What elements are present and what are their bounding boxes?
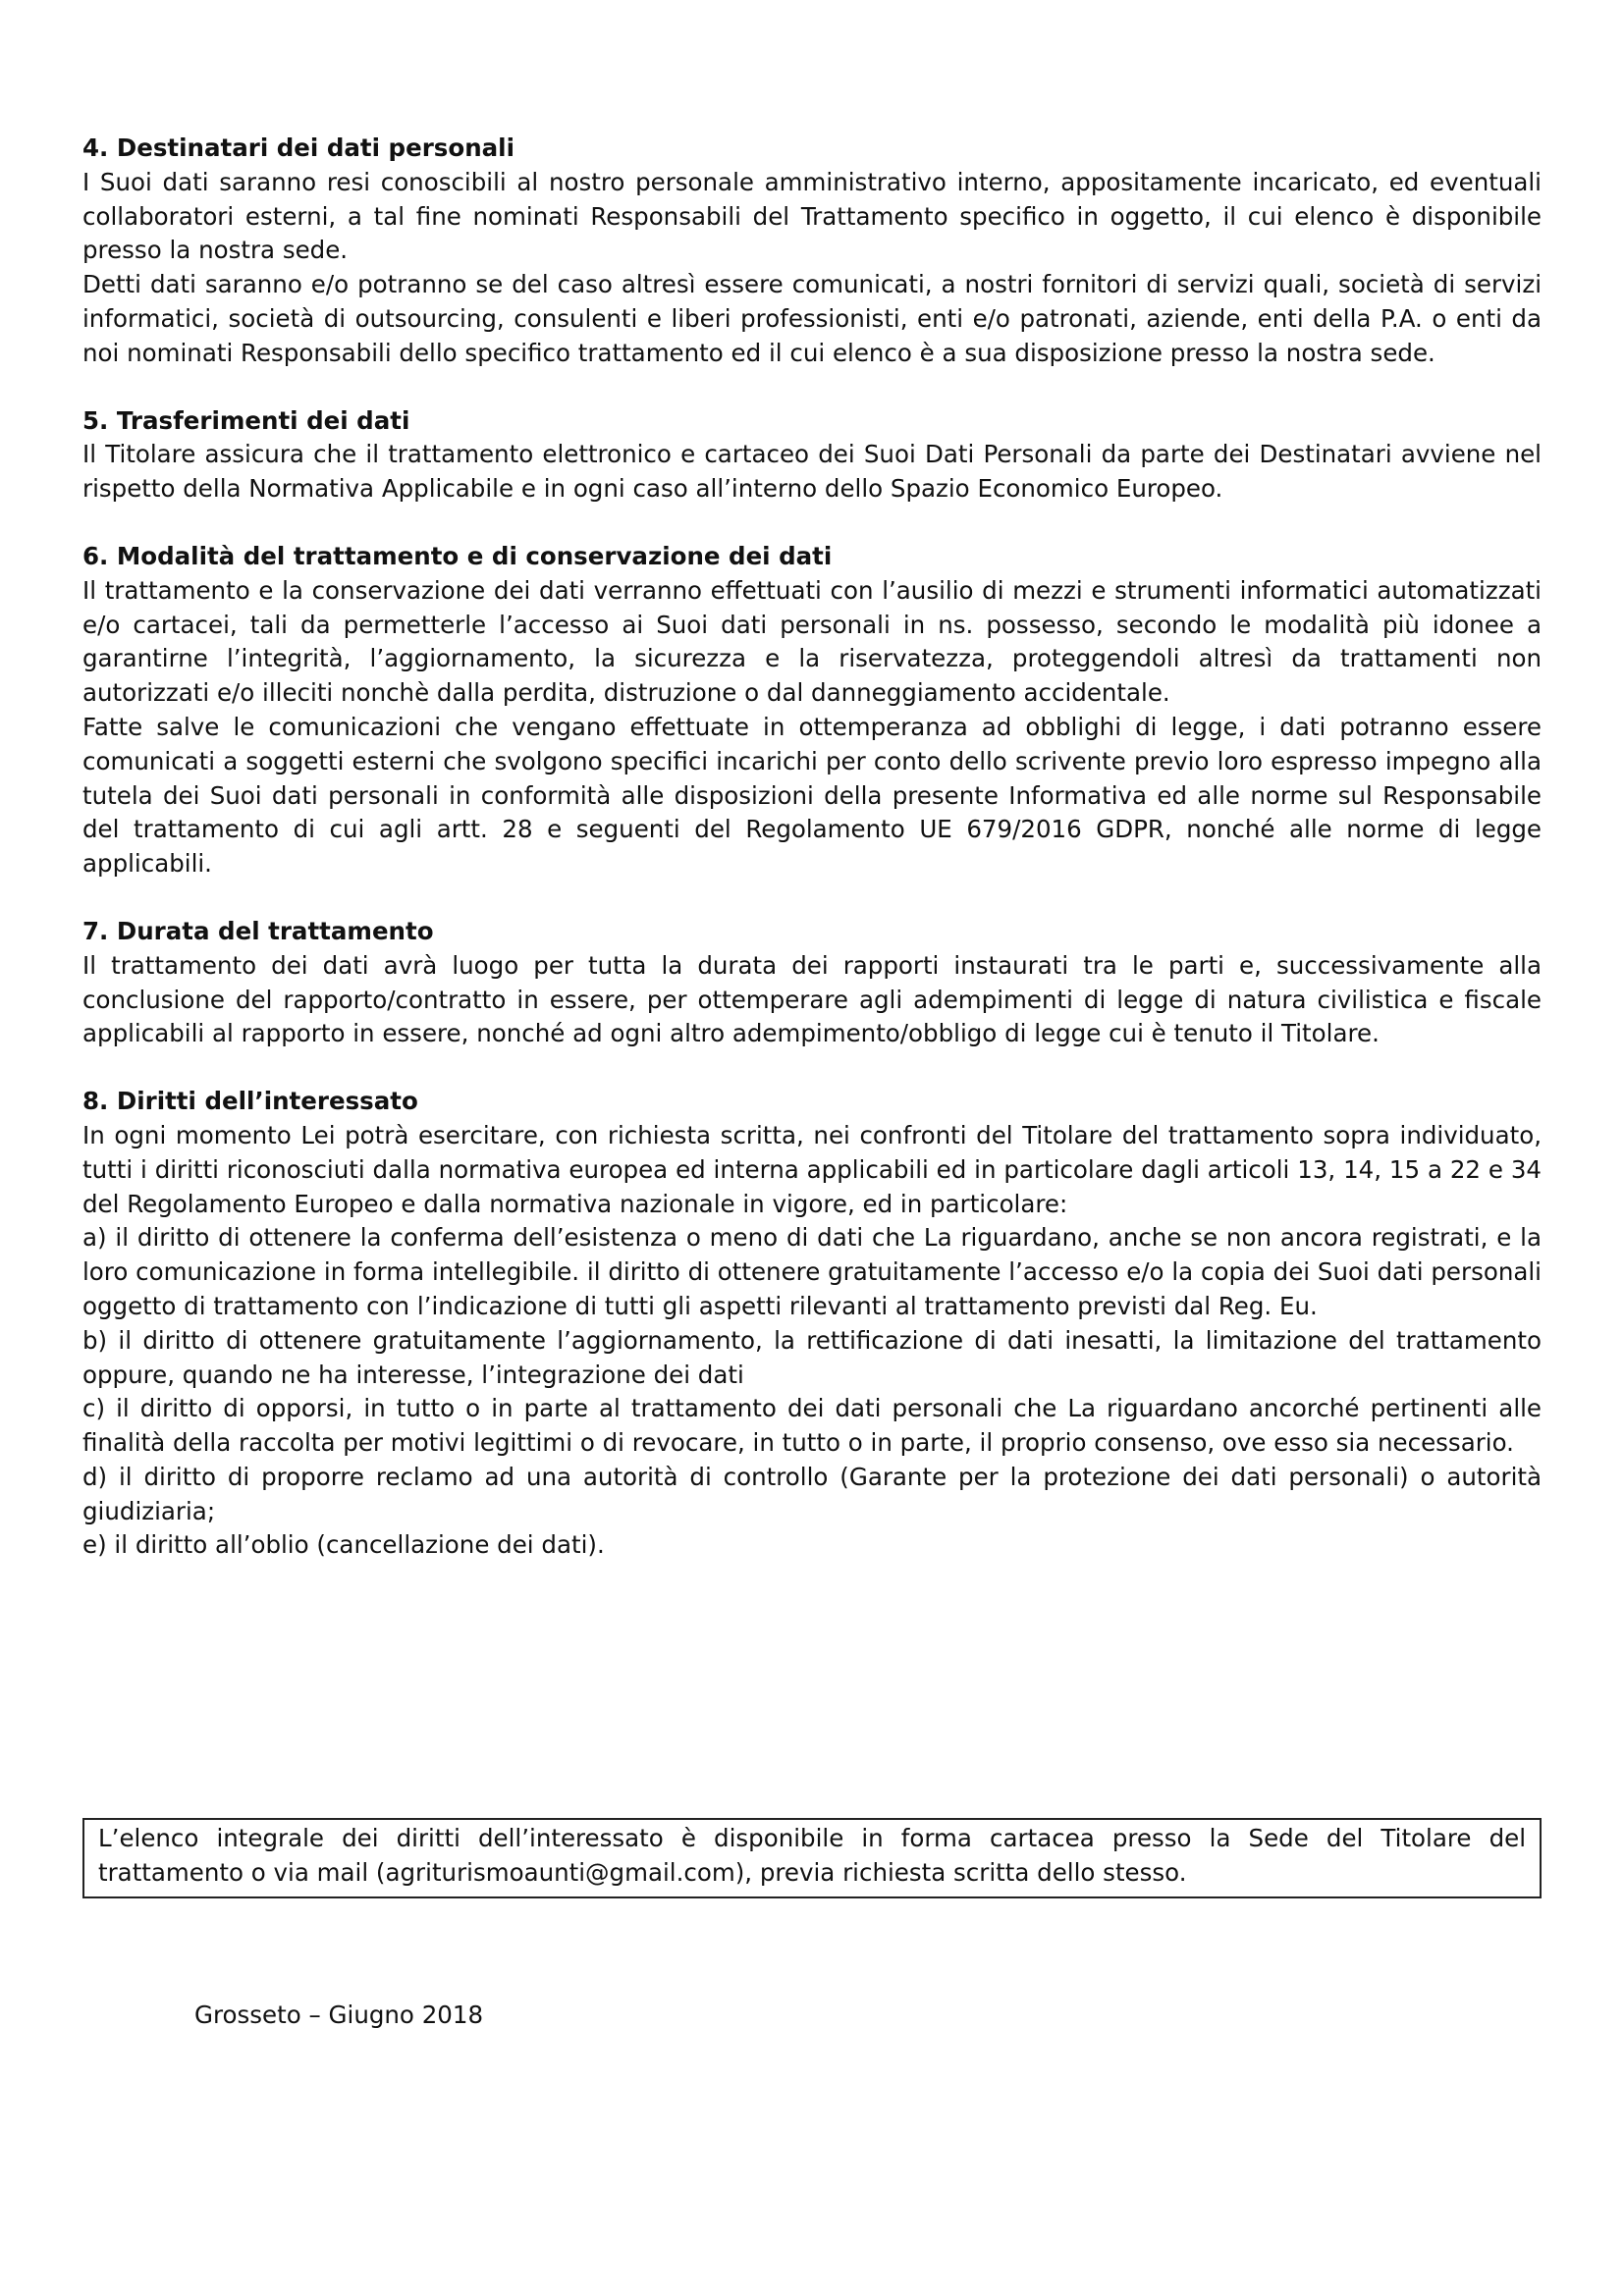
rights-item: e) il diritto all’oblio (cancellazione dei dati).	[82, 1530, 605, 1560]
rights-notice-text: L’elenco integrale dei diritti dell’interessato è disponibile in forma cartacea presso la Sede del Titolare del trattamento o via mail (agriturismoaunti@gmail.com), previa richiesta scritta dello stesso.	[98, 1824, 1526, 1887]
document-body	[82, 132, 1542, 1596]
section-transfers	[82, 404, 1542, 507]
paragraph: In ogni momento Lei potrà esercitare, con richiesta scritta, nei confronti del Titolare del trattamento sopra individuato, tutti i diritti riconosciuti dalla normativa europea ed interna applicabili ed in particolare dagli articoli 13, 14, 15 a 22 e 34 del Regolamento Europeo e dalla normativa nazionale in vigore, ed in particolare:	[82, 1120, 1542, 1218]
paragraph: Il trattamento dei dati avrà luogo per tutta la durata dei rapporti instaurati tra le parti e, successivamente alla conclusione del rapporto/contratto in essere, per ottemperare agli adempimenti di legge di natura civilistica e fiscale applicabili al rapporto in essere, nonché ad ogni altro adempimento/obbligo di legge cui è tenuto il Titolare.	[82, 950, 1542, 1048]
paragraph: Fatte salve le comunicazioni che vengano effettuate in ottemperanza ad obblighi di legge, i dati potranno essere comunicati a soggetti esterni che svolgono specifici incarichi per conto dello scrivente previo loro espresso impegno alla tutela dei Suoi dati personali in conformità alle disposizioni della presente Informativa ed alle norme sul Responsabile del trattamento di cui agli artt. 28 e seguenti del Regolamento UE 679/2016 GDPR, nonché alle norme di legge applicabili.	[82, 712, 1542, 879]
rights-item: b) il diritto di ottenere gratuitamente l’aggiornamento, la rettificazione di dati inesatti, la limitazione del trattamento oppure, quando ne ha interesse, l’integrazione dei dati	[82, 1325, 1542, 1389]
section-rights	[82, 1085, 1542, 1563]
rights-notice-box	[82, 1818, 1542, 1898]
section-recipients	[82, 132, 1542, 371]
section-processing-methods	[82, 540, 1542, 881]
rights-item: d) il diritto di proporre reclamo ad una autorità di controllo (Garante per la protezione dei dati personali) o autorità giudiziaria;	[82, 1462, 1542, 1525]
section-title: 5. Trasferimenti dei dati	[82, 405, 410, 435]
rights-item: c) il diritto di opporsi, in tutto o in parte al trattamento dei dati personali che La riguardano ancorché pertinenti alle finalità della raccolta per motivi legittimi o di revocare, in tutto o in parte, il proprio consenso, ove esso sia necessario.	[82, 1394, 1542, 1458]
section-duration	[82, 915, 1542, 1051]
section-title: 8. Diritti dell’interessato	[82, 1087, 418, 1116]
section-title: 7. Durata del trattamento	[82, 916, 434, 945]
place-date-footer: Grosseto – Giugno 2018	[194, 2001, 484, 2029]
section-title: 6. Modalità del trattamento e di conservazione dei dati	[82, 541, 833, 570]
paragraph: Detti dati saranno e/o potranno se del caso altresì essere comunicati, a nostri fornitori di servizi quali, società di servizi informatici, società di outsourcing, consulenti e liberi professionisti, enti e/o patronati, aziende, enti della P.A. o enti da noi nominati Responsabili dello specifico trattamento ed il cui elenco è a sua disposizione presso la nostra sede.	[82, 270, 1542, 367]
paragraph: Il Titolare assicura che il trattamento elettronico e cartaceo dei Suoi Dati Personali da parte dei Destinatari avviene nel rispetto della Normativa Applicabile e in ogni caso all’interno dello Spazio Economico Europeo.	[82, 440, 1542, 504]
paragraph: Il trattamento e la conservazione dei dati verranno effettuati con l’ausilio di mezzi e strumenti informatici automatizzati e/o cartacei, tali da permetterle l’accesso ai Suoi dati personali in ns. possesso, secondo le modalità più idonee a garantirne l’integrità, l’aggiornamento, la sicurezza e la riservatezza, proteggendoli altresì da trattamenti non autorizzati e/o illeciti nonchè dalla perdita, distruzione o dal danneggiamento accidentale.	[82, 575, 1542, 708]
paragraph: I Suoi dati saranno resi conoscibili al nostro personale amministrativo interno, appositamente incaricato, ed eventuali collaboratori esterni, a tal fine nominati Responsabili del Trattamento specifico in oggetto, il cui elenco è disponibile presso la nostra sede.	[82, 167, 1542, 265]
rights-item: a) il diritto di ottenere la conferma dell’esistenza o meno di dati che La riguardano, anche se non ancora registrati, e la loro comunicazione in forma intellegibile. il diritto di ottenere gratuitamente l’accesso e/o la copia dei Suoi dati personali oggetto di trattamento con l’indicazione di tutti gli aspetti rilevanti al trattamento previsti dal Reg. Eu.	[82, 1223, 1542, 1320]
section-title: 4. Destinatari dei dati personali	[82, 133, 514, 162]
